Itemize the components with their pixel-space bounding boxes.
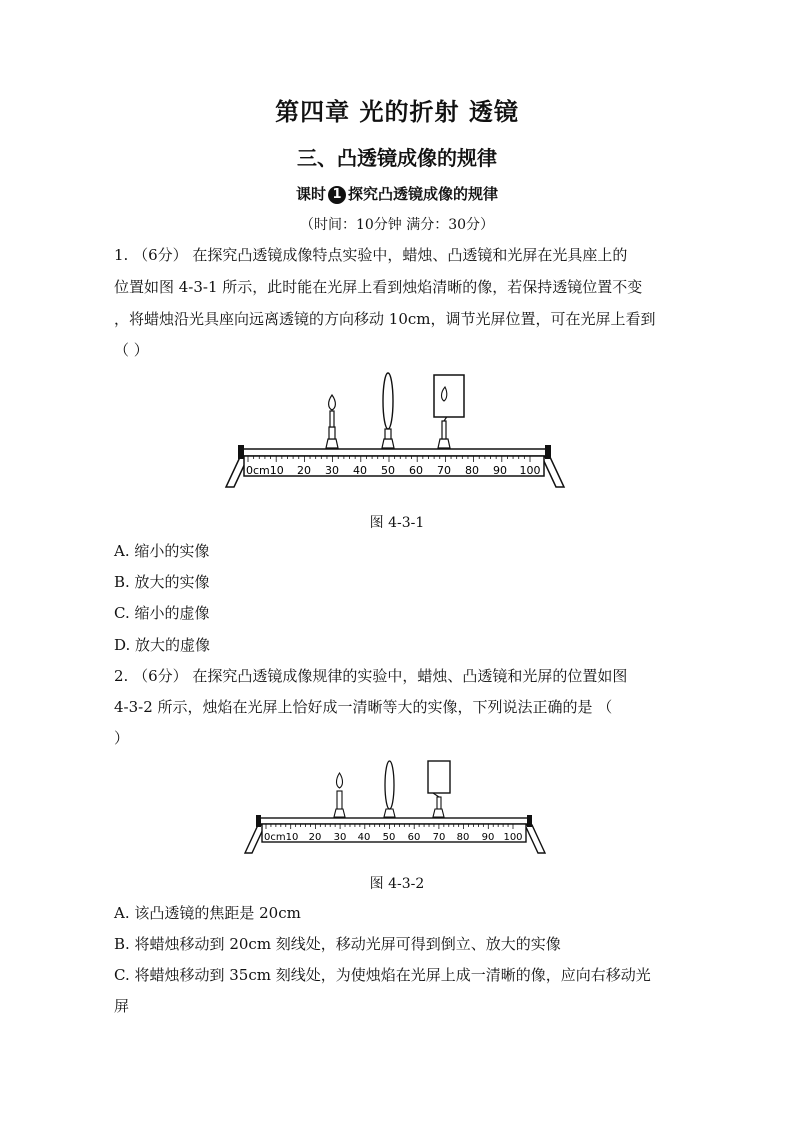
tick-label: 90 [493,464,507,477]
question-1-line-3: ，将蜡烛沿光具座向远离透镜的方向移动 10cm，调节光屏位置，可在光屏上看到 [114,310,656,328]
candle [326,395,338,448]
tick-label: 70 [437,464,451,477]
tick-label: 90 [481,832,495,843]
time-info: （时间：10分钟 满分：30分） [299,217,495,233]
question-2-option-c: C. 将蜡烛移动到 35cm 刻线处，为使烛焰在光屏上成一清晰的像，应向右移动光 [114,966,651,984]
question-2-line-1: 2. （6分） 在探究凸透镜成像规律的实验中，蜡烛、凸透镜和光屏的位置如图 [114,667,628,685]
question-2-option-c-cont: 屏 [114,997,130,1015]
tick-label: 50 [382,832,396,843]
question-2-line-3: ） [114,729,130,747]
chapter-title: 第四章 光的折射 透镜 [275,98,519,126]
tick-label: 40 [357,832,371,843]
lesson-prefix: 课时 [295,185,326,203]
tick-label: 80 [456,832,470,843]
figure-4-3-2-caption: 图 4-3-2 [369,876,425,892]
figure-4-3-2-optical-bench [240,757,550,857]
question-1-option-c: C. 缩小的虚像 [114,604,210,622]
rail-top [260,818,530,824]
question-1-line-1: 1. （6分） 在探究凸透镜成像特点实验中，蜡烛、凸透镜和光屏在光具座上的 [114,246,628,264]
question-1-option-b: B. 放大的实像 [114,573,210,591]
tick-label: 20 [308,832,322,843]
tick-label: 30 [333,832,347,843]
right-end-block [545,445,551,459]
convex-lens [382,373,394,448]
question-2-line-2: 4-3-2 所示，烛焰在光屏上恰好成一清晰等大的实像，下列说法正确的是 （ [114,698,613,716]
light-screen [428,761,450,817]
lesson-title: 探究凸透镜成像的规律 [348,185,499,203]
tick-label: 100 [503,832,523,843]
question-1-line-2: 位置如图 4-3-1 所示，此时能在光屏上看到烛焰清晰的像，若保持透镜位置不变 [114,278,643,296]
light-screen [434,375,464,448]
left-end-block [238,445,244,459]
question-1-line-4: （ ） [114,341,149,359]
figure-4-3-1-caption: 图 4-3-1 [369,515,425,531]
section-title: 三、凸透镜成像的规律 [297,146,497,170]
right-end-block [527,815,532,827]
tick-label: 50 [381,464,395,477]
tick-label: 100 [519,464,541,477]
question-1-option-d: D. 放大的虚像 [114,636,211,654]
tick-label: 0cm10 [246,464,284,477]
tick-label: 30 [325,464,339,477]
tick-label: 40 [353,464,367,477]
figure-4-3-1-optical-bench [220,365,570,495]
tick-label: 60 [409,464,423,477]
tick-label: 80 [465,464,479,477]
lesson-number-badge: 1 [328,186,346,204]
question-2-option-b: B. 将蜡烛移动到 20cm 刻线处，移动光屏可得到倒立、放大的实像 [114,935,561,953]
left-end-block [256,815,261,827]
right-leg [525,825,545,853]
tick-label: 60 [407,832,421,843]
tick-label: 70 [432,832,446,843]
question-2-option-a: A. 该凸透镜的焦距是 20cm [114,904,301,922]
right-leg [542,457,564,487]
tick-label: 20 [297,464,311,477]
flame-icon [336,773,342,788]
question-1-option-a: A. 缩小的实像 [114,542,210,560]
lesson-title-line [0,183,794,204]
convex-lens [384,761,395,817]
candle [334,773,345,817]
tick-label: 0cm10 [264,832,299,843]
flame-icon [329,395,336,410]
rail-top [242,449,548,456]
